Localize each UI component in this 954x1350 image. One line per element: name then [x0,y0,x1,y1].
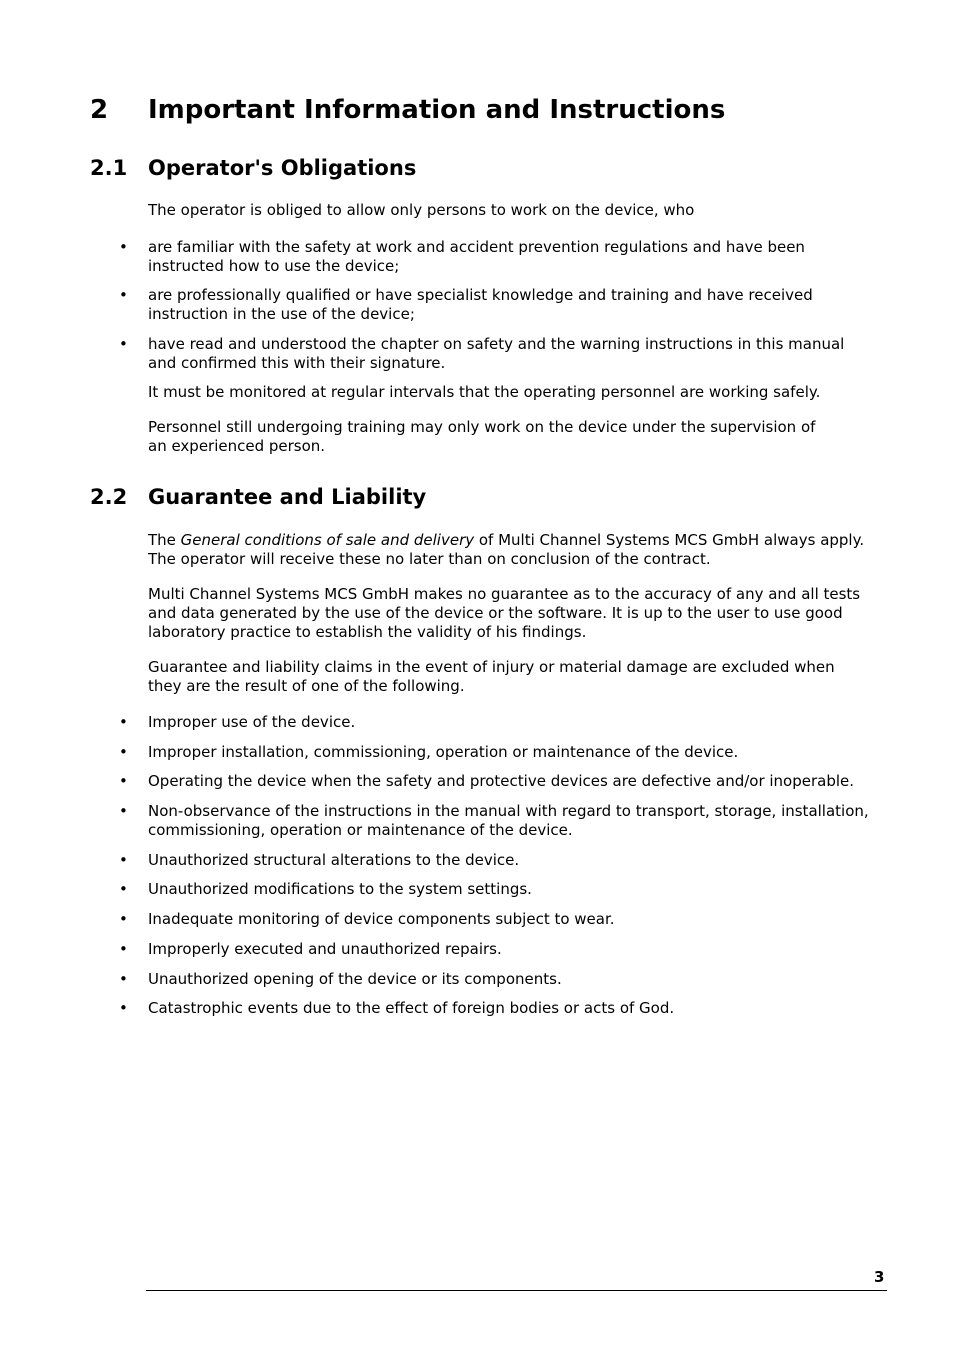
bullet-icon: • [119,238,128,256]
list-item: Catastrophic events due to the effect of foreign bodies or acts of God. [148,999,675,1017]
monitor-paragraph: It must be monitored at regular intervals that the operating personnel are working safely. [148,383,821,401]
bullet-icon: • [119,940,128,958]
conditions-suffix: of Multi Channel Systems MCS GmbH always apply. The operator will receive these no later than on conclusion of the contract. [148,531,865,568]
list-item: Non-observance of the instructions in the manual with regard to transport, storage, installation, commissioning, operation or maintenance of the device. [148,802,869,839]
page-number: 3 [874,1268,885,1286]
chapter-title: Important Information and Instructions [148,95,726,125]
bullet-icon: • [119,999,128,1017]
guarantee-paragraph: Multi Channel Systems MCS GmbH makes no guarantee as to the accuracy of any and all tests and data generated by the use of the device or the software. It is up to the user to use good laboratory practice to establish the validity of his findings. [148,585,861,641]
bullet-icon: • [119,802,128,820]
bullet-icon: • [119,772,128,790]
bullet-icon: • [119,970,128,988]
list-item: Inadequate monitoring of device components subject to wear. [148,910,615,928]
list-item: Unauthorized opening of the device or its components. [148,970,562,988]
section-number: 2.1 [90,156,128,180]
bullet-icon: • [119,286,128,304]
list-item: are familiar with the safety at work and accident prevention regulations and have been instructed how to use the device; [148,238,805,275]
liability-paragraph: Guarantee and liability claims in the event of injury or material damage are excluded when they are the result of one of the following. [148,658,835,695]
training-paragraph: Personnel still undergoing training may only work on the device under the supervision of an experienced person. [148,418,816,455]
section-title: Operator's Obligations [148,156,417,180]
conditions-prefix: The [148,531,181,549]
bullet-icon: • [119,910,128,928]
chapter-number: 2 [90,95,109,125]
intro-paragraph: The operator is obliged to allow only persons to work on the device, who [148,201,695,219]
list-item: have read and understood the chapter on safety and the warning instructions in this manual and confirmed this with their signature. [148,335,845,372]
bullet-icon: • [119,743,128,761]
section-number: 2.2 [90,485,128,509]
footer-divider [146,1290,887,1291]
bullet-icon: • [119,713,128,731]
list-item: are professionally qualified or have specialist knowledge and training and have received instruction in the use of the device; [148,286,813,323]
list-item: Unauthorized modifications to the system settings. [148,880,532,898]
bullet-icon: • [119,880,128,898]
conditions-link-text: General conditions of sale and delivery [180,531,475,549]
bullet-icon: • [119,335,128,353]
section-title: Guarantee and Liability [148,485,427,509]
list-item: Improperly executed and unauthorized repairs. [148,940,502,958]
list-item: Improper installation, commissioning, operation or maintenance of the device. [148,743,739,761]
list-item: Unauthorized structural alterations to the device. [148,851,520,869]
bullet-icon: • [119,851,128,869]
conditions-paragraph [148,531,873,569]
list-item: Improper use of the device. [148,713,356,731]
list-item: Operating the device when the safety and protective devices are defective and/or inoperable. [148,772,855,790]
